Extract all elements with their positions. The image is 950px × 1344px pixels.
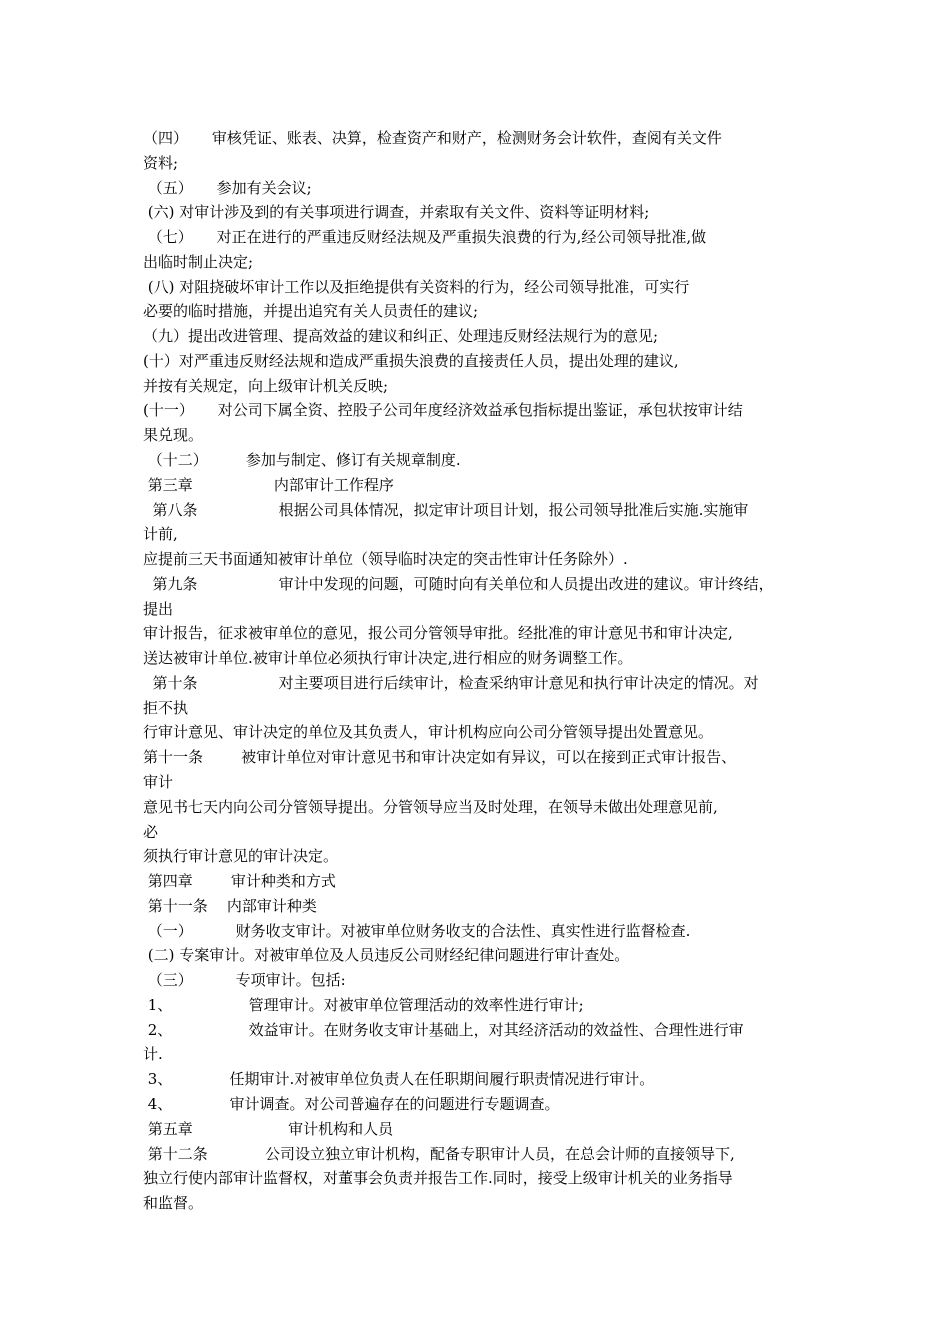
text-line: 4、 审计调查。对公司普遍存在的问题进行专题调查。 — [143, 1095, 560, 1114]
text-line: 1、 管理审计。对被审单位管理活动的效率性进行审计; — [143, 995, 584, 1014]
text-line: 意见书七天内向公司分管领导提出。分管领导应当及时处理，在领导未做出处理意见前, — [143, 797, 718, 816]
text-line: （一） 财务收支审计。对被审单位财务收支的合法性、真实性进行监督检查. — [143, 921, 691, 940]
text-line: （七） 对正在进行的严重违反财经法规及严重损失浪费的行为,经公司领导批准,做 — [143, 228, 707, 247]
text-line: （四） 审核凭证、账表、决算，检查资产和财产，检测财务会计软件，查阅有关文件 — [143, 129, 722, 147]
text-line: 必 — [143, 822, 159, 841]
text-line: 第三章 内部审计工作程序 — [143, 475, 394, 494]
text-line: 出临时制止决定; — [143, 252, 254, 271]
text-line: 提出 — [143, 599, 174, 618]
text-line: 第十一条 被审计单位对审计意见书和审计决定如有异议，可以在接到正式审计报告、 — [143, 748, 737, 767]
text-line: 须执行审计意见的审计决定。 — [143, 847, 339, 866]
text-line: （三） 专项审计。包括: — [143, 971, 346, 990]
text-line: （五） 参加有关会议; — [143, 178, 312, 197]
text-line: 第九条 审计中发现的问题，可随时向有关单位和人员提出改进的建议。审计终结， — [143, 574, 774, 593]
text-line: 行审计意见、审计决定的单位及其负责人，审计机构应向公司分管领导提出处置意见。 — [143, 723, 714, 742]
text-line: 第十一条 内部审计种类 — [143, 896, 317, 915]
text-line: 第十二条 公司设立独立审计机构，配备专职审计人员，在总会计师的直接领导下, — [143, 1144, 735, 1163]
text-line: (十）对严重违反财经法规和造成严重损失浪费的直接责任人员，提出处理的建议, — [143, 351, 679, 370]
text-line: 拒不执 — [143, 698, 189, 717]
text-line: 必要的临时措施，并提出追究有关人员责任的建议; — [143, 302, 479, 321]
text-line: 资料; — [143, 153, 179, 172]
text-line: 第十条 对主要项目进行后续审计，检查采纳审计意见和执行审计决定的情况。对 — [143, 673, 759, 692]
text-line: (十一） 对公司下属全资、控股子公司年度经济效益承包指标提出鉴证，承包状按审计结 — [143, 401, 743, 420]
text-line: （九）提出改进管理、提高效益的建议和纠正、处理违反财经法规行为的意见; — [143, 327, 659, 346]
text-line: 独立行使内部审计监督权，对董事会负责并报告工作.同时，接受上级审计机关的业务指导 — [143, 1169, 733, 1188]
text-line: 应提前三天书面通知被审计单位（领导临时决定的突击性审计任务除外）. — [143, 550, 628, 569]
text-line: 并按有关规定，向上级审计机关反映; — [143, 376, 389, 395]
text-line: (六) 对审计涉及到的有关事项进行调查，并索取有关文件、资料等证明材料; — [143, 203, 650, 222]
text-line: 第五章 审计机构和人员 — [143, 1119, 394, 1138]
text-line: 计前, — [143, 525, 178, 544]
text-line: 和监督。 — [143, 1194, 204, 1213]
text-line: 送达被审计单位.被审计单位必须执行审计决定,进行相应的财务调整工作。 — [143, 649, 633, 668]
text-line: 果兑现。 — [143, 426, 204, 445]
text-line: 审计 — [143, 773, 174, 792]
text-line: (八) 对阻挠破坏审计工作以及拒绝提供有关资料的行为，经公司领导批准，可实行 — [143, 277, 690, 296]
text-line: 计. — [143, 1045, 163, 1064]
text-line: 审计报告，征求被审单位的意见，报公司分管领导审批。经批准的审计意见书和审计决定, — [143, 624, 733, 643]
text-line: 第八条 根据公司具体情况，拟定审计项目计划，报公司领导批准后实施.实施审 — [143, 500, 749, 519]
text-line: 2、 效益审计。在财务收支审计基础上，对其经济活动的效益性、合理性进行审 — [143, 1020, 744, 1039]
text-line: （十二） 参加与制定、修订有关规章制度. — [143, 451, 461, 469]
text-line: (二) 专案审计。对被审单位及人员违反公司财经纪律问题进行审计查处。 — [143, 946, 630, 965]
text-line: 第四章 审计种类和方式 — [143, 872, 336, 891]
text-line: 3、 任期审计.对被审单位负责人在任职期间履行职责情况进行审计。 — [143, 1070, 655, 1089]
